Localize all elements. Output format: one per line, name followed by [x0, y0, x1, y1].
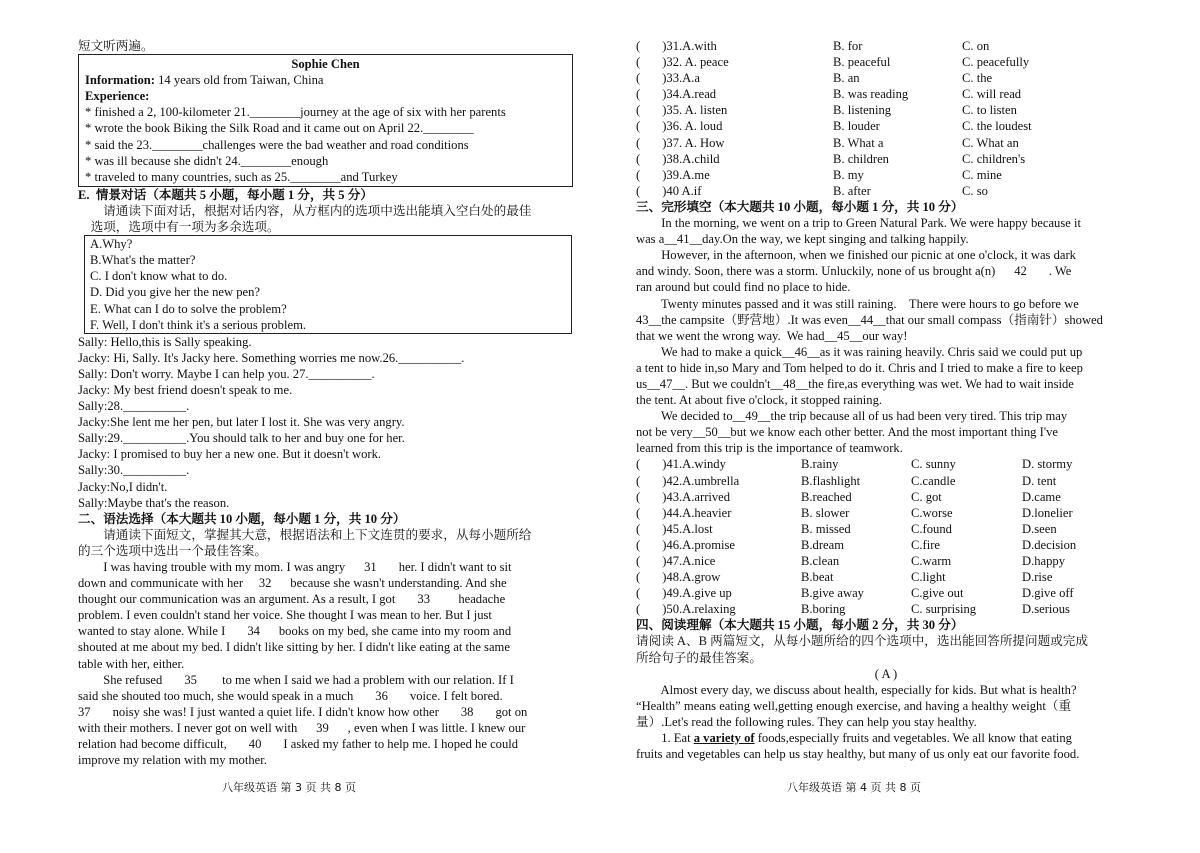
passage-line: ran around but could find no place to hide.	[636, 280, 851, 295]
option-b: B.flashlight	[801, 473, 861, 488]
option-d: D.give off	[1022, 586, 1074, 601]
option-a: ( )44.A.heavier	[636, 505, 732, 520]
rule-1-underlined: a variety of	[693, 731, 755, 746]
passage-line: thought our communication was an argument. As a result, I got 33 headache	[78, 592, 506, 607]
section-4-instruction: 请阅读 A、B 两篇短文，从每小题所给的四个选项中，选出能回答所提问题或完成	[636, 634, 1088, 649]
option-c: C. will read	[962, 87, 1022, 102]
option-a: ( )31.A.with	[636, 39, 717, 53]
option-item: B.What's the matter?	[90, 253, 196, 268]
section-4-instruction: 所给句子的最佳答案。	[636, 650, 762, 665]
option-b: B. for	[833, 39, 863, 53]
question-row	[636, 537, 1136, 553]
option-c: C. the	[962, 71, 993, 86]
option-a: ( )48.A.grow	[636, 570, 721, 585]
passage-line: However, in the afternoon, when we finished our picnic at one o'clock, it was dark	[636, 248, 1076, 263]
option-a: ( )45.A.lost	[636, 521, 713, 536]
option-a: ( )36. A. loud	[636, 119, 723, 134]
option-b: B. an	[833, 71, 860, 86]
option-b: B. missed	[801, 521, 851, 536]
experience-item: * traveled to many countries, such as 25.________and Turkey	[85, 169, 398, 184]
option-c: C.candle	[911, 473, 956, 488]
option-c: C.worse	[911, 505, 953, 520]
passage-line: table with her, either.	[78, 656, 185, 671]
option-a: ( )42.A.umbrella	[636, 473, 740, 488]
passage-line: improve my relation with my mother.	[78, 753, 267, 768]
question-row	[636, 118, 1136, 134]
option-c: C. peacefully	[962, 55, 1030, 70]
option-b: B.rainy	[801, 457, 839, 472]
option-c: C. mine	[962, 167, 1002, 182]
question-row	[636, 473, 1136, 489]
option-b: B. children	[833, 151, 889, 166]
section-2-instruction: 请通读下面短文，掌握其大意，根据语法和上下文连贯的要求，从每小题所给	[78, 527, 532, 542]
option-a: ( )33.A.a	[636, 71, 701, 86]
option-a: ( )47.A.nice	[636, 554, 716, 568]
option-b: B. listening	[833, 103, 892, 118]
option-a: ( )46.A.promise	[636, 537, 735, 552]
experience-item: * said the 23.________challenges were the bad weather and road conditions	[85, 137, 469, 152]
dialogue-line: Jacky: I promised to buy her a new one. But it doesn't work.	[78, 447, 382, 462]
question-row	[636, 86, 1136, 102]
questions-31-40	[636, 38, 1136, 199]
passage-line: Almost every day, we discuss about health, especially for kids. But what is health?	[636, 682, 1077, 697]
option-d: D.came	[1022, 489, 1061, 504]
passage-line: shouted at me about my bed. I didn't like sitting by her. I didn't like eating at the same	[78, 640, 510, 655]
options-box	[84, 235, 572, 334]
passage-line: that we went the wrong way. We had__45__our way!	[636, 328, 908, 343]
passage-line: down and communicate with her 32 because she wasn't understanding. And she	[78, 576, 507, 591]
question-row	[636, 151, 1136, 167]
option-b: B. peaceful	[833, 55, 891, 70]
dialogue-line: Jacky: My best friend doesn't speak to me.	[78, 382, 293, 397]
option-c: C.give out	[911, 586, 964, 601]
dialogue-line: Sally:Maybe that's the reason.	[78, 495, 230, 510]
section-e-title: E. 情景对话（本题共 5 小题，每小题 1 分，共 5 分）	[78, 187, 373, 202]
dialogue-line: Jacky:She lent me her pen, but later I lost it. She was very angry.	[78, 415, 405, 430]
experience-item: * wrote the book Biking the Silk Road and it came out on April 22.________	[85, 121, 474, 136]
option-item: A.Why?	[90, 237, 133, 252]
right-page-footer: 八年级英语 第 4 页 共 8 页	[787, 781, 921, 794]
option-c: C.warm	[911, 554, 952, 568]
question-row	[636, 505, 1136, 521]
option-c: C. to listen	[962, 103, 1017, 118]
option-a: ( )38.A.child	[636, 151, 720, 166]
section-4-title: 四、阅读理解（本大题共 15 小题，每小题 2 分，共 30 分）	[636, 618, 964, 633]
passage-line: learned from this trip is the importance of teamwork.	[636, 441, 903, 456]
option-b: B. What a	[833, 135, 884, 150]
question-row	[636, 489, 1136, 505]
passage-line: was a__41__day.On the way, we kept singing and talking happily.	[636, 232, 969, 247]
option-b: B. my	[833, 167, 864, 182]
info-label: Information:	[85, 73, 155, 88]
passage-line: In the morning, we went on a trip to Green Natural Park. We were happy because it	[636, 216, 1081, 231]
option-item: E. What can I do to solve the problem?	[90, 301, 287, 316]
option-a: ( )50.A.relaxing	[636, 602, 736, 617]
option-a: ( )41.A.windy	[636, 457, 726, 472]
passage-line: We had to make a quick__46__as it was raining heavily. Chris said we could put up	[636, 344, 1083, 359]
grammar-passage	[78, 559, 573, 768]
option-d: D.decision	[1022, 537, 1077, 552]
top-line: 短文听两遍。	[78, 39, 154, 53]
question-row	[636, 167, 1136, 183]
reading-passage-a	[636, 682, 1136, 762]
option-a: ( )40 A.if	[636, 183, 702, 198]
passage-line: “Health” means eating well,getting enough exercise, and having a healthy weight（重	[636, 698, 1072, 713]
option-d: D.seen	[1022, 521, 1057, 536]
right-page	[636, 38, 1136, 762]
passage-line: 43__the campsite（野营地）.It was even__44__that our small compass（指南针）showed	[636, 312, 1103, 327]
passage-line: with their mothers. I never got on well with 39 , even when I was little. I knew our	[78, 720, 526, 735]
option-item: F. Well, I don't think it's a serious problem.	[90, 317, 307, 332]
question-row	[636, 569, 1136, 585]
section-e-instruction: 选项，选项中有一项为多余选项。	[78, 220, 280, 235]
option-d: D. stormy	[1022, 457, 1073, 472]
question-row	[636, 54, 1136, 70]
option-b: B. was reading	[833, 87, 909, 102]
section-3-title: 三、完形填空（本大题共 10 小题，每小题 1 分，共 10 分）	[636, 199, 964, 214]
option-c: C.light	[911, 570, 946, 585]
option-c: C.found	[911, 521, 952, 536]
option-b: B.dream	[801, 537, 845, 552]
passage-line: and windy. Soon, there was a storm. Unluckily, none of us brought a(n) 42 . We	[636, 264, 1072, 279]
option-c: C. surprising	[911, 602, 977, 617]
passage-line: I was having trouble with my mom. I was angry 31 her. I didn't want to sit	[78, 560, 512, 574]
option-c: C. so	[962, 183, 988, 198]
option-b: B.beat	[801, 570, 834, 585]
experience-label: Experience:	[85, 89, 150, 104]
rule-1-prefix: 1. Eat	[636, 731, 694, 746]
info-box-name: Sophie Chen	[291, 57, 360, 72]
question-row	[636, 135, 1136, 151]
option-c: C. on	[962, 39, 990, 53]
option-c: C. got	[911, 489, 942, 504]
passage-line: the tent. At about five o'clock, it stopped raining.	[636, 393, 883, 408]
option-c: C. What an	[962, 135, 1019, 150]
info-line	[85, 72, 566, 88]
passage-line: us__47__. But we couldn't__48__the fire,as everything was wet. We had to wait inside	[636, 376, 1074, 391]
option-c: C.fire	[911, 537, 941, 552]
option-b: B.give away	[801, 586, 864, 601]
dialogue	[78, 334, 573, 511]
dialogue-line: Sally: Don't worry. Maybe I can help you. 27.__________.	[78, 366, 375, 381]
passage-line: Twenty minutes passed and it was still raining. There were hours to go before we	[636, 296, 1079, 311]
option-c: C. children's	[962, 151, 1026, 166]
rule-1-line	[636, 730, 1136, 746]
question-row	[636, 601, 1136, 617]
option-d: D.rise	[1022, 570, 1053, 585]
passage-line: She refused 35 to me when I said we had a problem with our relation. If I	[78, 672, 514, 687]
passage-a-label: ( A )	[874, 666, 898, 681]
option-a: ( )35. A. listen	[636, 103, 728, 118]
question-row	[636, 102, 1136, 118]
passage-line: 37 noisy she was! I just wanted a quiet life. I didn't know how other 38 got on	[78, 704, 528, 719]
section-e-instruction: 请通读下面对话，根据对话内容，从方框内的选项中选出能填入空白处的最佳	[78, 203, 532, 218]
option-c: C. sunny	[911, 457, 956, 472]
dialogue-line: Jacky: Hi, Sally. It's Jacky here. Something worries me now.26.__________.	[78, 350, 465, 365]
passage-line: not be very__50__but we know each other better. And the most important thing I've	[636, 425, 1058, 440]
section-2-title: 二、语法选择（本大题共 10 小题，每小题 1 分，共 10 分）	[78, 511, 406, 526]
dialogue-line: Sally:30.__________.	[78, 463, 190, 478]
option-b: B. slower	[801, 505, 850, 520]
option-a: ( )49.A.give up	[636, 586, 732, 601]
dialogue-line: Jacky:No,I didn't.	[78, 479, 168, 494]
option-d: D. tent	[1022, 473, 1057, 488]
rule-1-suffix: foods,especially fruits and vegetables. We all know that eating	[754, 731, 1072, 746]
sophie-info-box	[78, 54, 573, 187]
question-row	[636, 38, 1136, 54]
question-row	[636, 70, 1136, 86]
option-a: ( )37. A. How	[636, 135, 725, 150]
passage-line: fruits and vegetables can help us stay healthy, but many of us only eat our favorite food.	[636, 747, 1080, 762]
passage-line: wanted to stay alone. While I 34 books on my bed, she came into my room and	[78, 624, 512, 639]
option-item: C. I don't know what to do.	[90, 269, 228, 284]
passage-line: said she shouted too much, she would speak in a much 36 voice. I felt bored.	[78, 688, 503, 703]
experience-item: * finished a 2, 100-kilometer 21.________journey at the age of six with her parents	[85, 105, 506, 120]
option-b: B.boring	[801, 602, 846, 617]
dialogue-line: Sally:28.__________.	[78, 399, 190, 414]
option-a: ( )39.A.me	[636, 167, 710, 182]
experience-item: * was ill because she didn't 24.________enough	[85, 153, 329, 168]
option-b: B. after	[833, 183, 871, 198]
option-b: B.clean	[801, 554, 840, 568]
left-page-footer: 八年级英语 第 3 页 共 8 页	[222, 781, 356, 794]
question-row	[636, 456, 1136, 472]
option-item: D. Did you give her the new pen?	[90, 285, 260, 300]
option-d: D.serious	[1022, 602, 1070, 617]
option-b: B. louder	[833, 119, 880, 134]
passage-line: a tent to hide in,so Mary and Tom helped to do it. Chris and I tried to make a fire to keep	[636, 360, 1083, 375]
option-d: D.happy	[1022, 554, 1066, 568]
section-2-instruction: 的三个选项中选出一个最佳答案。	[78, 543, 267, 558]
question-row	[636, 585, 1136, 601]
question-row	[636, 521, 1136, 537]
dialogue-line: Sally: Hello,this is Sally speaking.	[78, 334, 252, 349]
question-row	[636, 183, 1136, 199]
dialogue-line: Sally:29.__________.You should talk to her and buy one for her.	[78, 431, 405, 446]
info-text: 14 years old from Taiwan, China	[154, 73, 324, 88]
cloze-passage	[636, 215, 1136, 456]
question-row	[636, 553, 1136, 569]
option-a: ( )32. A. peace	[636, 55, 729, 70]
passage-line: relation had become difficult, 40 I asked my father to help me. I hoped he could	[78, 737, 519, 752]
passage-line: problem. I even couldn't stand her voice. She thought I was mean to her. But I just	[78, 608, 492, 623]
left-page	[78, 38, 573, 768]
passage-line: 量）.Let's read the following rules. They can help you stay healthy.	[636, 714, 977, 729]
option-c: C. the loudest	[962, 119, 1032, 134]
option-d: D.lonelier	[1022, 505, 1073, 520]
option-b: B.reached	[801, 489, 852, 504]
passage-line: We decided to__49__the trip because all of us had been very tired. This trip may	[636, 409, 1068, 424]
option-a: ( )43.A.arrived	[636, 489, 731, 504]
option-a: ( )34.A.read	[636, 87, 717, 102]
questions-41-50	[636, 456, 1136, 617]
